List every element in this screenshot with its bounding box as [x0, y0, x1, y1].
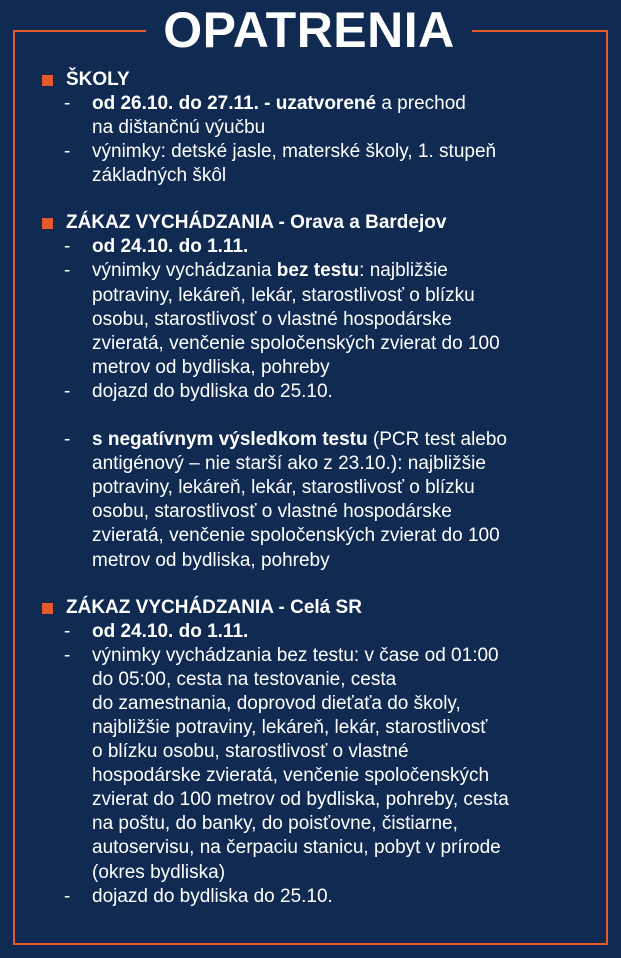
text-line — [92, 356, 590, 380]
text-segment: dojazd do bydliska do 25.10. — [92, 380, 333, 402]
text-segment: : najbližšie — [359, 260, 448, 282]
text-segment: najbližšie potraviny, lekáreň, lekár, starostlivosť — [92, 716, 488, 738]
section-skoly — [40, 68, 590, 188]
text-segment: a prechod — [376, 93, 466, 114]
bold-text-segment: bez testu — [276, 260, 360, 282]
text-line — [92, 885, 590, 909]
text-segment: autoservisu, na čerpaciu stanicu, pobyt v prírode — [92, 837, 501, 859]
section-zakaz-vychadzania-cela-sr — [40, 596, 590, 909]
section-zakaz-vychadzania-orava-a-bardejov — [40, 211, 590, 572]
text-line — [92, 259, 590, 283]
measure-list-item — [40, 140, 590, 188]
section-header-text: ZÁKAZ VYCHÁDZANIA - Celá SR — [66, 596, 362, 618]
orange-square-bullet-icon — [42, 218, 53, 229]
orange-square-bullet-icon — [42, 603, 53, 614]
text-segment: výnimky vychádzania — [92, 260, 277, 282]
text-segment: o blízku osobu, starostlivosť o vlastné — [92, 741, 409, 763]
text-line — [92, 116, 590, 140]
text-line — [92, 668, 590, 692]
text-segment: hospodárske zvieratá, venčenie spoločenských — [92, 765, 490, 787]
measure-list — [40, 92, 590, 188]
measures-content — [40, 68, 590, 932]
text-line — [92, 332, 590, 356]
text-line — [92, 620, 590, 644]
text-segment: antigénový – nie starší ako z 23.10.): najbližšie — [92, 453, 486, 475]
text-segment: zvieratá, venčenie spoločenských zvierat do 100 — [92, 525, 500, 547]
text-segment: zvierat do 100 metrov od bydliska, pohreby, cesta — [92, 789, 509, 811]
section-header — [40, 68, 590, 92]
text-segment: potraviny, lekáreň, lekár, starostlivosť o blízku — [92, 477, 475, 499]
text-line — [92, 380, 590, 404]
bold-text-segment: od 26.10. do 27.11. - uzatvorené — [92, 93, 377, 114]
dash-marker: - — [64, 93, 71, 114]
section-header — [40, 596, 590, 620]
dash-marker: - — [64, 141, 71, 163]
text-segment: do zamestnania, doprovod dieťaťa do školy, — [92, 692, 461, 714]
section-header — [40, 211, 590, 235]
bold-text-segment: od 24.10. do 1.11. — [92, 236, 249, 258]
measure-list-item — [40, 380, 590, 404]
dash-marker: - — [64, 644, 71, 666]
page-title: OPATRENIA — [146, 0, 472, 60]
text-line — [92, 500, 590, 524]
text-line — [92, 740, 590, 764]
measure-list-item — [40, 259, 590, 379]
measure-list — [40, 235, 590, 572]
list-spacer — [40, 404, 590, 428]
measure-list-item — [40, 428, 590, 573]
text-segment: na poštu, do banky, do poisťovne, čistiarne, — [92, 813, 458, 835]
dash-marker: - — [64, 260, 71, 282]
measure-list-item — [40, 235, 590, 259]
text-line — [92, 524, 590, 548]
text-line — [92, 164, 590, 188]
text-line — [92, 836, 590, 860]
orange-square-bullet-icon — [42, 75, 53, 86]
dash-marker: - — [64, 429, 71, 451]
measure-list — [40, 620, 590, 909]
text-segment: metrov od bydliska, pohreby — [92, 356, 330, 378]
text-segment: výnimky vychádzania bez testu: v čase od 01:00 — [92, 644, 499, 666]
text-segment: výnimky: detské jasle, materské školy, 1. stupeň — [92, 141, 497, 163]
text-line — [92, 692, 590, 716]
dash-marker: - — [64, 236, 71, 258]
text-segment: základných škôl — [92, 165, 227, 187]
dash-marker: - — [64, 380, 71, 402]
bold-text-segment: s negatívnym výsledkom testu — [92, 429, 368, 451]
measure-list-item — [40, 644, 590, 885]
text-line — [92, 716, 590, 740]
text-line — [92, 284, 590, 308]
text-line — [92, 92, 590, 116]
text-line — [92, 308, 590, 332]
dash-marker: - — [64, 620, 71, 642]
text-segment: metrov od bydliska, pohreby — [92, 549, 330, 571]
dash-marker: - — [64, 885, 71, 907]
bold-text-segment: od 24.10. do 1.11. — [92, 620, 249, 642]
text-line — [92, 812, 590, 836]
text-segment: osobu, starostlivosť o vlastné hospodárske — [92, 501, 452, 523]
text-line — [92, 428, 590, 452]
measure-list-item — [40, 620, 590, 644]
text-segment: potraviny, lekáreň, lekár, starostlivosť o blízku — [92, 284, 475, 306]
section-header-text: ŠKOLY — [66, 69, 130, 90]
section-header-text: ZÁKAZ VYCHÁDZANIA - Orava a Bardejov — [66, 212, 447, 234]
text-line — [92, 235, 590, 259]
text-segment: zvieratá, venčenie spoločenských zvierat do 100 — [92, 332, 500, 354]
text-line — [92, 764, 590, 788]
text-segment: osobu, starostlivosť o vlastné hospodárske — [92, 308, 452, 330]
text-line — [92, 644, 590, 668]
text-segment: na dištančnú výučbu — [92, 117, 266, 139]
text-line — [92, 861, 590, 885]
text-line — [92, 140, 590, 164]
text-line — [92, 452, 590, 476]
text-segment: (PCR test alebo — [367, 429, 508, 451]
measure-list-item — [40, 885, 590, 909]
measure-list-item — [40, 92, 590, 140]
text-segment: dojazd do bydliska do 25.10. — [92, 885, 333, 907]
text-segment: (okres bydliska) — [92, 861, 226, 883]
text-line — [92, 788, 590, 812]
text-line — [92, 549, 590, 573]
text-line — [92, 476, 590, 500]
text-segment: do 05:00, cesta na testovanie, cesta — [92, 668, 397, 690]
